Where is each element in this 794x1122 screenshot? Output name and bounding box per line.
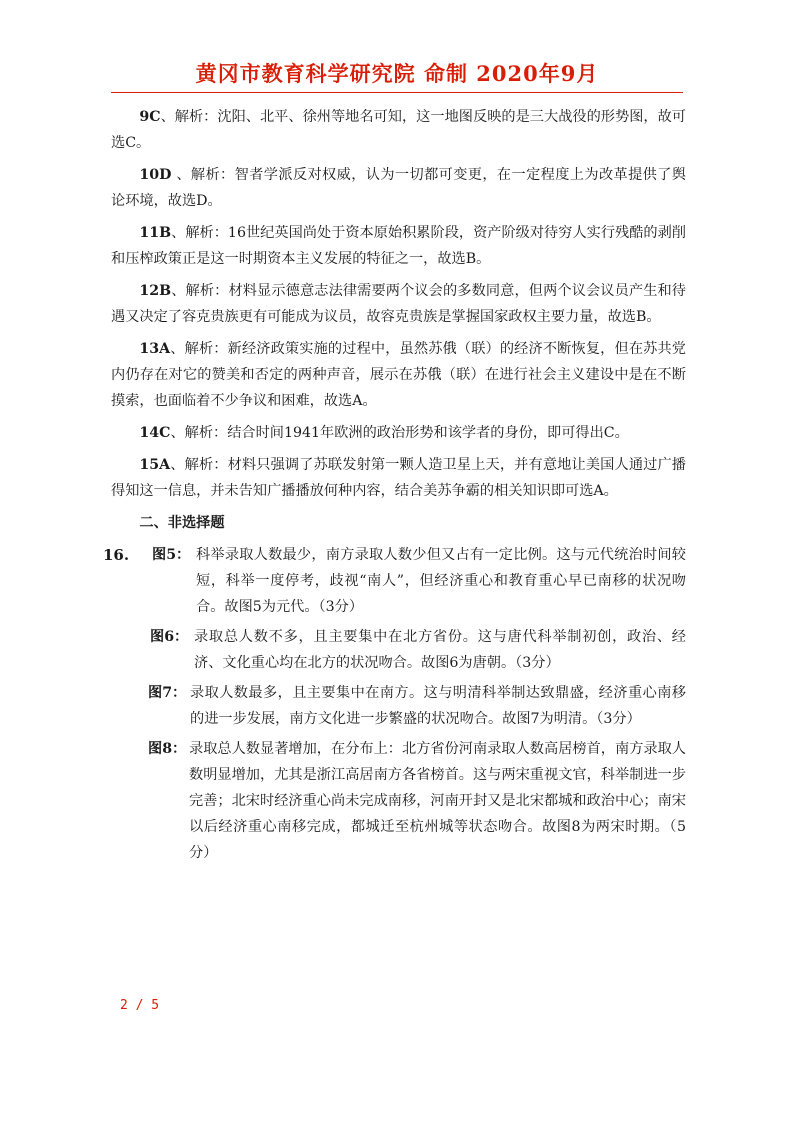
answer-item [111,220,686,272]
answer-number: 13A [139,341,171,357]
section-heading: 二、非选择题 [139,515,225,531]
figure-label: 图6： [150,629,189,645]
page-number: 2 / 5 [120,998,160,1013]
figure-answer-7 [111,680,686,732]
answer-number: 11B [139,225,172,241]
figure-text: 录取总人数显著增加，在分布上：北方省份河南录取人数高居榜首，南方录取人数明显增加，尤其是浙江高居南方各省榜首。这与两宋重视文官，科举制进一步完善；北宋时经济重心尚未完成南移，河南开封又是北宋都城和政治中心；南宋以后经济重心南移完成，都城迁至杭州城等状态吻合。故图8为两宋时期。（5分） [189,741,686,861]
answer-item [111,336,686,414]
figure-text: 科举录取人数最少，南方录取人数少但又占有一定比例。这与元代统治时间较短，科举一度停考，歧视“南人”，但经济重心和教育重心早已南移的状况吻合。故图5为元代。（3分） [196,547,686,615]
figure-answer-6 [111,624,686,676]
answer-text: 、解析：材料只强调了苏联发射第一颗人造卫星上天，并有意地让美国人通过广播得知这一信息，并未告知广播播放何种内容，结合美苏争霸的相关知识即可选A。 [111,457,686,499]
question-16 [103,542,686,866]
page-header-title: 黄冈市教育科学研究院 命制 2020年9月 [195,61,599,86]
answer-content [103,104,686,870]
answer-item [111,420,686,446]
answer-number: 12B [139,283,172,299]
answer-number: 9C [139,109,161,125]
answer-text: 、解析：材料显示德意志法律需要两个议会的多数同意，但两个议会议员产生和待遇又决定了容克贵族更有可能成为议员，故容克贵族是掌握国家政权主要力量，故选B。 [111,283,686,325]
header-divider [111,92,683,93]
answer-text: 、解析：智者学派反对权威，认为一切都可变更，在一定程度上为改革提供了舆论环境，故选D。 [111,167,686,209]
answer-number: 14C [139,425,171,441]
answer-text: 、解析：沈阳、北平、徐州等地名可知，这一地图反映的是三大战役的形势图，故可选C。 [111,109,686,151]
answer-text: 、解析：新经济政策实施的过程中，虽然苏俄（联）的经济不断恢复，但在苏共党内仍存在对它的赞美和否定的两种声音，展示在苏俄（联）在进行社会主义建设中是在不断摸索，也面临着不少争议和困难，故选A。 [111,341,686,409]
figure-text: 录取人数最多，且主要集中在南方。这与明清科举制达致鼎盛，经济重心南移的进一步发展，南方文化进一步繁盛的状况吻合。故图7为明清。（3分） [190,685,686,727]
question-number: 16. [103,546,130,564]
answer-text: 、解析：16世纪英国尚处于资本原始积累阶段，资产阶级对待穷人实行残酷的剥削和压榨政策正是这一时期资本主义发展的特征之一，故选B。 [111,225,686,267]
answer-number: 10D [139,167,172,183]
figure-label: 图5： [152,547,191,563]
answer-item [111,104,686,156]
answer-item [111,162,686,214]
figure-text: 录取总人数不多，且主要集中在北方省份。这与唐代科举制初创，政治、经济、文化重心均在北方的状况吻合。故图6为唐朝。（3分） [194,629,686,671]
answer-text: 、解析：结合时间1941年欧洲的政治形势和该学者的身份，即可得出C。 [170,425,629,441]
answer-item [111,452,686,504]
figure-answer-5 [111,542,686,620]
answer-item [111,278,686,330]
answer-number: 15A [139,457,171,473]
figure-answer-8 [111,736,686,866]
figure-label: 图7： [148,685,187,701]
figure-label: 图8： [148,741,187,757]
